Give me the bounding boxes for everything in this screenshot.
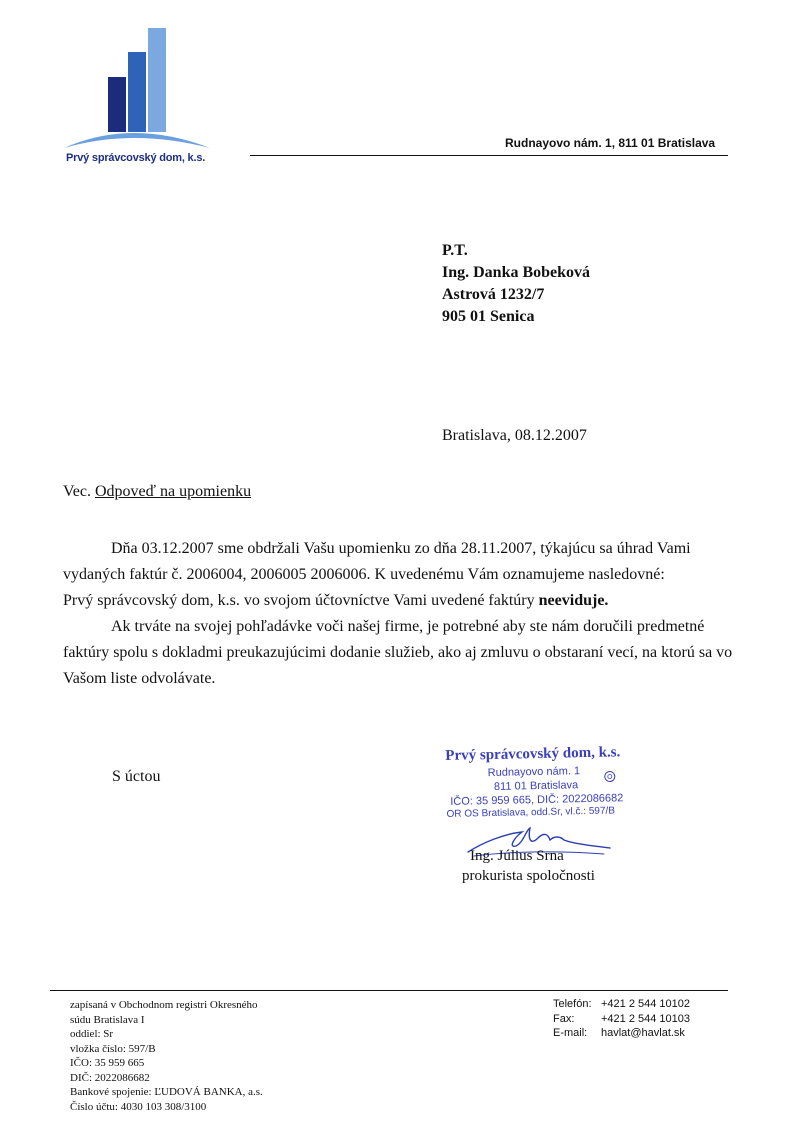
- letter-body: [63, 536, 735, 692]
- recipient-line: Astrová 1232/7: [442, 286, 545, 303]
- company-stamp: [439, 742, 641, 831]
- company-logo: [62, 22, 222, 172]
- contact-label: Telefón:: [553, 998, 592, 1010]
- logo-bar-tall: [148, 28, 166, 132]
- contact-label: E-mail:: [553, 1027, 588, 1039]
- stamp-ico-dic: IČO: 35 959 665, DIČ: 2022086682: [450, 792, 624, 808]
- footer-line: DIČ: 2022086682: [70, 1071, 150, 1084]
- signatory-title: prokurista spoločnosti: [462, 868, 595, 884]
- footer-line: vložka číslo: 597/B: [70, 1042, 156, 1055]
- subject-text: Odpoveď na upomienku: [94, 483, 252, 500]
- logo-arc: [64, 133, 210, 148]
- body-paragraph-2-bold: neeviduje.: [538, 592, 609, 609]
- body-paragraph-2-text: Prvý správcovský dom, k.s. vo svojom účtovníctve Vami uvedené faktúry: [63, 592, 535, 609]
- contact-label: Fax:: [553, 1012, 575, 1025]
- signatory-block: [462, 846, 595, 886]
- contact-email: [553, 1026, 690, 1041]
- logo-bar-mid: [128, 52, 146, 132]
- footer-divider: [50, 990, 728, 991]
- body-paragraph-2: [63, 588, 735, 614]
- footer-line: zapísaná v Obchodnom registri Okresného: [70, 999, 258, 1011]
- footer-line: súdu Bratislava I: [70, 1013, 145, 1026]
- signatory-name: Ing. Július Srna: [470, 848, 564, 864]
- footer-registration-info: [70, 998, 263, 1114]
- footer-line: IČO: 35 959 665: [70, 1057, 145, 1069]
- place-and-date: Bratislava, 08.12.2007: [442, 427, 587, 444]
- logo-company-name: Prvý správcovský dom, k.s.: [66, 152, 206, 164]
- footer-line: oddiel: Sr: [70, 1028, 114, 1040]
- stamp-city: 811 01 Bratislava: [493, 779, 579, 793]
- contact-value: +421 2 544 10103: [601, 1012, 691, 1025]
- subject-line: [63, 483, 251, 501]
- footer-line: Číslo účtu: 4030 103 308/3100: [70, 1100, 207, 1113]
- recipient-address: [442, 240, 590, 328]
- body-paragraph-1: Dňa 03.12.2007 sme obdržali Vašu upomienku zo dňa 28.11.2007, týkajúcu sa úhrad Vami vydaných faktúr č. 2006004, 2006005 2006006. K uvedenému Vám oznamujeme nasledovné:: [63, 540, 691, 583]
- stamp-street: Rudnayovo nám. 1: [487, 765, 581, 780]
- closing-salutation: S úctou: [112, 768, 161, 785]
- recipient-line: P.T.: [442, 242, 468, 259]
- footer-line: Bankové spojenie: ĽUDOVÁ BANKA, a.s.: [70, 1086, 263, 1098]
- footer-contacts: [553, 997, 690, 1041]
- contact-phone: [553, 997, 690, 1012]
- subject-prefix: Vec.: [63, 483, 91, 500]
- stamp-registry: OR OS Bratislava, odd.Sr, vl.č.: 597/B: [446, 805, 616, 820]
- contact-value: +421 2 544 10102: [601, 998, 691, 1010]
- logo-bar-short: [108, 77, 126, 132]
- recipient-line: 905 01 Senica: [442, 308, 535, 325]
- stamp-company-name: Prvý správcovský dom, k.s.: [445, 744, 621, 764]
- contact-value: havlat@havlat.sk: [601, 1027, 685, 1039]
- contact-fax: [553, 1012, 690, 1027]
- recipient-line: Ing. Danka Bobeková: [442, 264, 591, 281]
- body-paragraph-3: Ak trváte na svojej pohľadávke voči našej firme, je potrebné aby ste nám doručili predmetné faktúry spolu s dokladmi preukazujúcimi dodanie služieb, ako aj zmluvu o obstaraní vecí, na ktorú sa vo Vašom liste odvolávate.: [63, 618, 733, 687]
- header-divider: [250, 155, 728, 156]
- header-address: Rudnayovo nám. 1, 811 01 Bratislava: [505, 136, 716, 150]
- stamp-seal-icon: [604, 770, 616, 782]
